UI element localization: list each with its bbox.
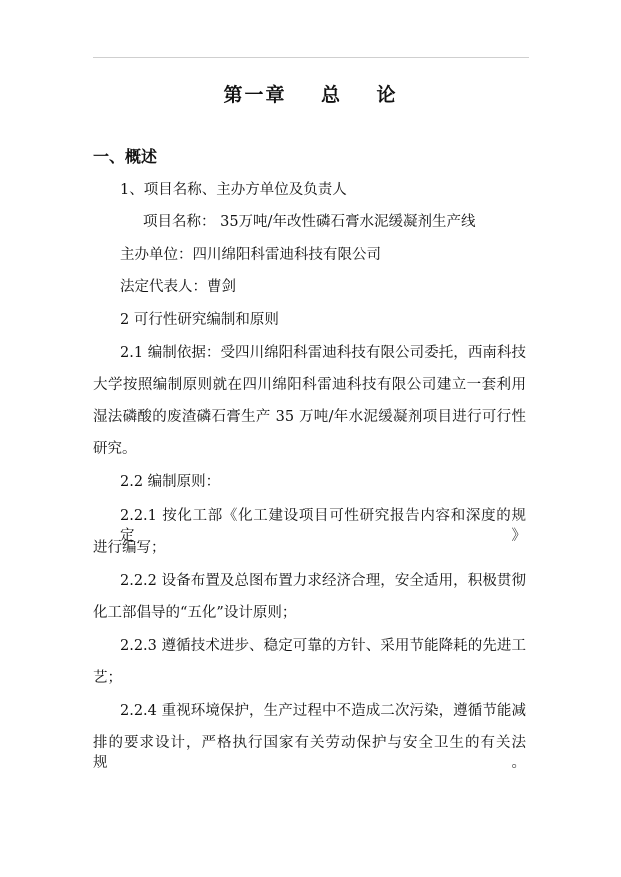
basis-line-1: 2.1 编制依据：受四川绵阳科雷迪科技有限公司委托，西南科技 — [120, 345, 526, 361]
principle-222-line-2: 化工部倡导的“五化”设计原则； — [93, 605, 297, 621]
item2-heading: 2 可行性研究编制和原则 — [120, 312, 279, 328]
principle-221-line-1: 2.2.1 按化工部《化工建设项目可性研究报告内容和深度的规定》 — [120, 508, 526, 544]
section-heading: 一、概述 — [93, 147, 158, 166]
basis-line-2: 大学按照编制原则就在四川绵阳科雷迪科技有限公司建立一套利用 — [93, 377, 526, 393]
principle-224-line-1: 2.2.4 重视环境保护，生产过程中不造成二次污染，遵循节能减 — [120, 703, 526, 719]
principle-222-line-1: 2.2.2 设备布置及总图布置力求经济合理，安全适用，积极贯彻 — [120, 573, 526, 589]
principle-223-line-2: 艺； — [93, 670, 122, 686]
basis-line-4: 研究。 — [93, 441, 137, 457]
legal-representative: 法定代表人：曹剑 — [120, 279, 236, 295]
chapter-title: 第一章 总 论 — [223, 84, 398, 106]
host-unit: 主办单位：四川绵阳科雷迪科技有限公司 — [120, 247, 381, 263]
principle-224-line-2: 排的要求设计，严格执行国家有关劳动保护与安全卫生的有关法规。 — [93, 735, 526, 771]
principle-221-line-2: 进行编写； — [93, 540, 166, 556]
project-name: 项目名称： 35万吨/年改性磷石膏水泥缓凝剂生产线 — [143, 214, 476, 230]
item1-heading: 1、项目名称、主办方单位及负责人 — [120, 182, 347, 198]
header-rule — [93, 57, 529, 58]
principles-heading: 2.2 编制原则： — [120, 474, 221, 490]
basis-line-3: 湿法磷酸的废渣磷石膏生产 35 万吨/年水泥缓凝剂项目进行可行性 — [93, 409, 526, 425]
principle-223-line-1: 2.2.3 遵循技术进步、稳定可靠的方针、采用节能降耗的先进工 — [120, 638, 526, 654]
